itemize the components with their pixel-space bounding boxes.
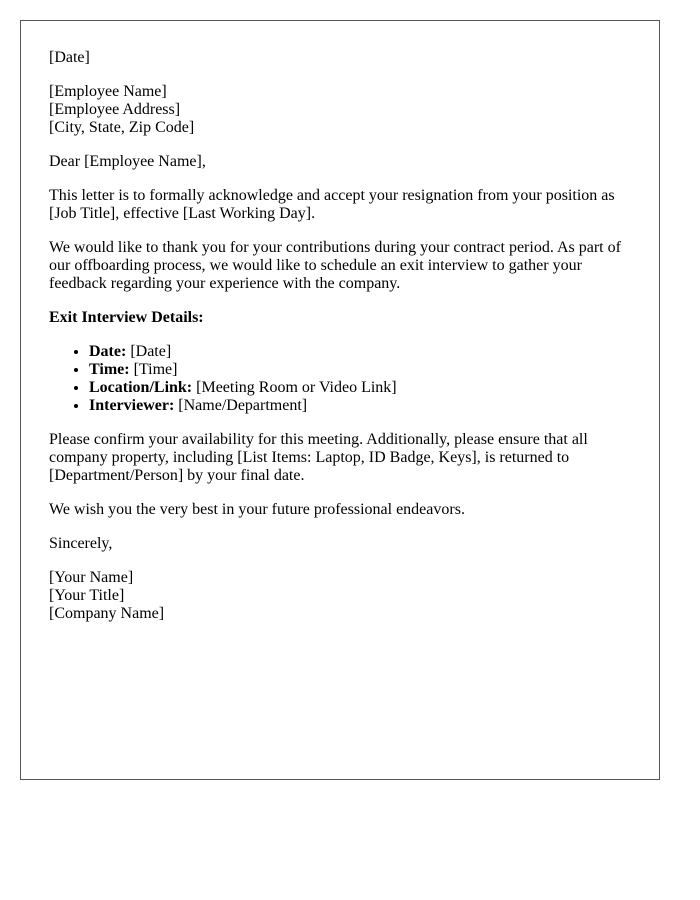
- detail-label: Time:: [89, 361, 130, 378]
- detail-value: [Date]: [126, 343, 172, 360]
- exit-interview-details-list: [49, 343, 631, 415]
- recipient-name: [Employee Name]: [49, 83, 167, 100]
- recipient-block: [49, 83, 631, 137]
- paragraph-resignation: This letter is to formally acknowledge and accept your resignation from your position as [Job Title], effective [Last Working Day].: [49, 187, 615, 222]
- letter-date: [Date]: [49, 49, 90, 66]
- detail-label: Date:: [89, 343, 127, 360]
- detail-label: Location/Link:: [89, 379, 193, 396]
- paragraph-thanks: We would like to thank you for your contributions during your contract period. As part of our offboarding process, we would like to schedule an exit interview to gather your feedback regarding your experience with the company.: [49, 239, 621, 292]
- detail-value: [Meeting Room or Video Link]: [192, 379, 397, 396]
- signature-company: [Company Name]: [49, 605, 165, 622]
- detail-value: [Name/Department]: [174, 397, 308, 414]
- detail-item-time: [89, 361, 631, 379]
- exit-interview-heading: Exit Interview Details:: [49, 309, 204, 326]
- detail-label: Interviewer:: [89, 397, 175, 414]
- salutation: Dear [Employee Name],: [49, 153, 206, 170]
- signature-name: [Your Name]: [49, 569, 134, 586]
- recipient-city: [City, State, Zip Code]: [49, 119, 195, 136]
- paragraph-wishes: We wish you the very best in your future professional endeavors.: [49, 501, 465, 518]
- recipient-address: [Employee Address]: [49, 101, 181, 118]
- paragraph-confirm: Please confirm your availability for this meeting. Additionally, please ensure that all company property, including [List Items: Laptop, ID Badge, Keys], is returned to [Department/Person] by your final date.: [49, 431, 588, 484]
- detail-item-date: [89, 343, 631, 361]
- signature-title: [Your Title]: [49, 587, 125, 604]
- detail-value: [Time]: [129, 361, 178, 378]
- signature-block: [49, 569, 631, 623]
- letter-page: [20, 20, 660, 780]
- detail-item-interviewer: [89, 397, 631, 415]
- closing: Sincerely,: [49, 535, 113, 552]
- detail-item-location: [89, 379, 631, 397]
